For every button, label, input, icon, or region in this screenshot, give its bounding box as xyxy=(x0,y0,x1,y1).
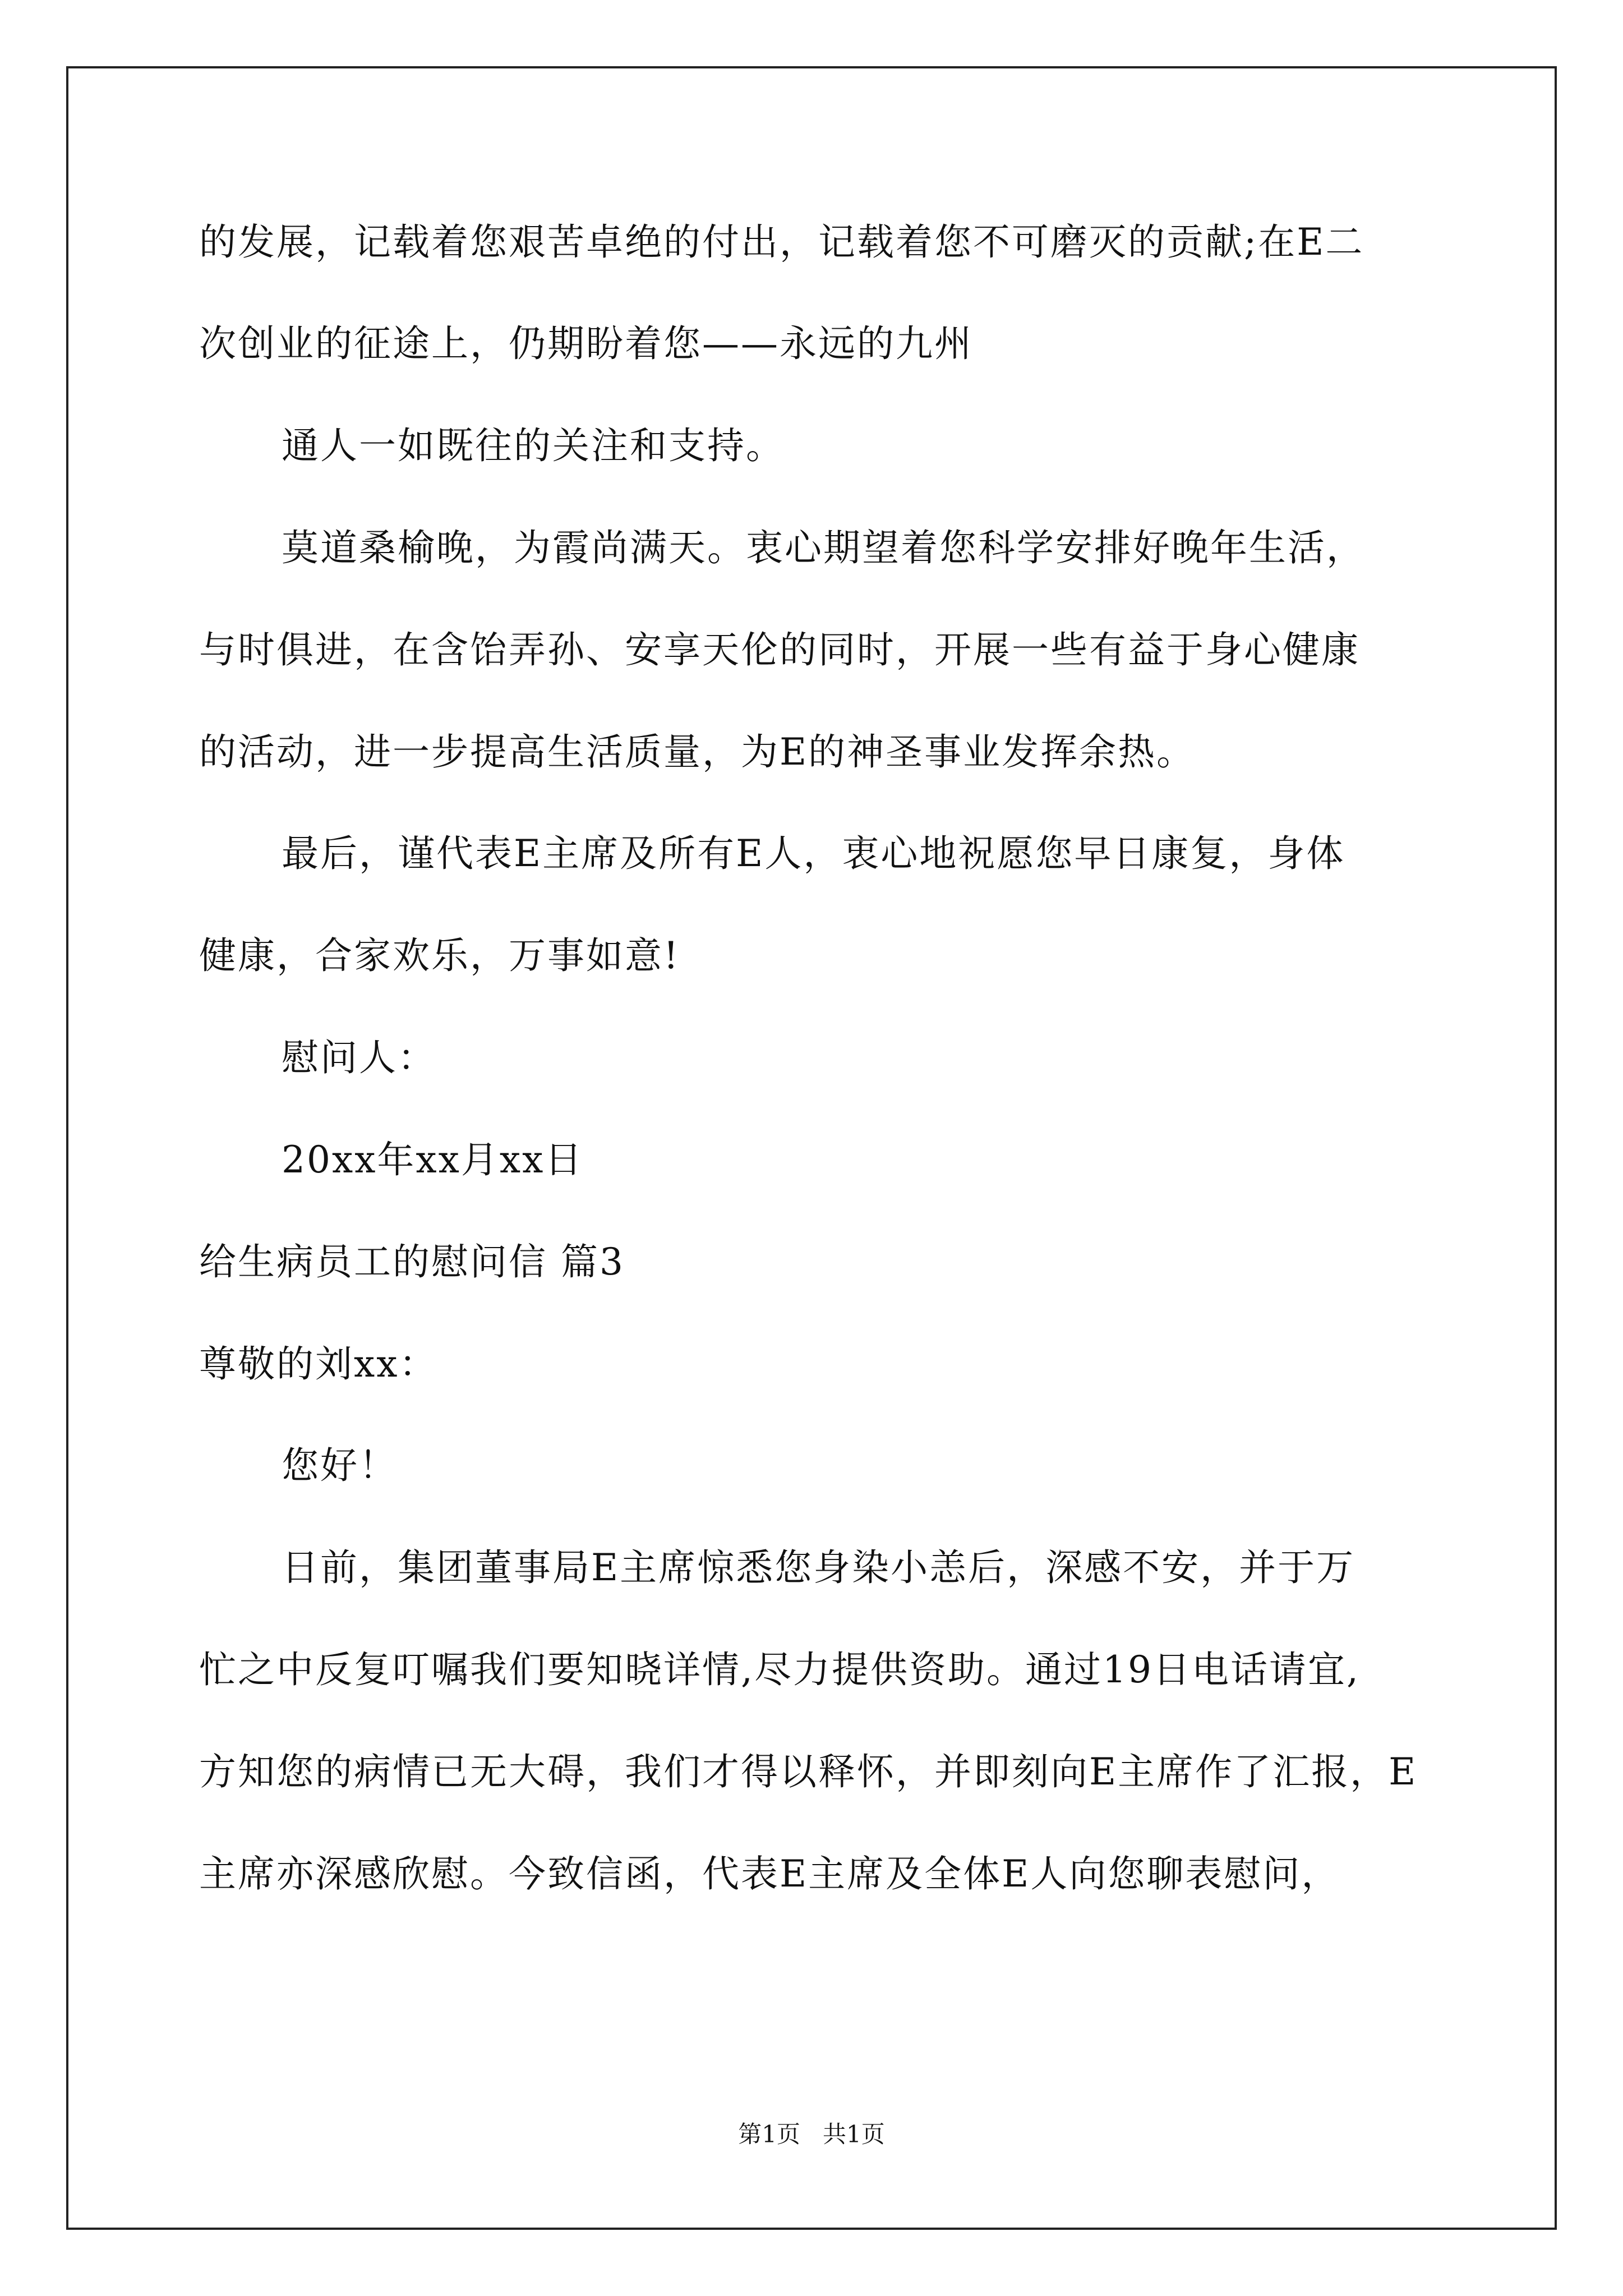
greeting: 您好！ xyxy=(282,1444,398,1487)
text-line: 莫道桑榆晚，为霞尚满天。衷心期望着您科学安排好晚年生活， xyxy=(282,526,1365,569)
text-line: 的发展，记载着您艰苦卓绝的付出，记载着您不可磨灭的贡献;在E二 xyxy=(199,220,1364,264)
date-line: 20xx年xx月xx日 xyxy=(282,1138,584,1181)
text-line: 慰问人： xyxy=(282,1036,436,1079)
page-footer xyxy=(0,2120,1623,2148)
text-line: 最后，谨代表E主席及所有E人，衷心地祝愿您早日康复，身体 xyxy=(282,832,1345,875)
text-line: 方知您的病情已无大碍，我们才得以释怀，并即刻向E主席作了汇报，E xyxy=(199,1750,1418,1793)
text-line: 次创业的征途上，仍期盼着您——永远的九州 xyxy=(199,322,973,365)
text-line: 与时俱进，在含饴弄孙、安享天伦的同时，开展一些有益于身心健康 xyxy=(199,628,1360,671)
text-line: 忙之中反复叮嘱我们要知晓详情,尽力提供资助。通过19日电话请宜, xyxy=(199,1648,1360,1691)
salutation: 尊敬的刘xx： xyxy=(199,1342,438,1386)
page-number: 第1页 xyxy=(738,2120,800,2148)
text-line: 健康，合家欢乐，万事如意! xyxy=(199,934,680,977)
text-line: 日前，集团董事局E主席惊悉您身染小恙后，深感不安，并于万 xyxy=(282,1546,1355,1589)
page-total: 共1页 xyxy=(823,2120,885,2148)
text-line: 通人一如既往的关注和支持。 xyxy=(282,424,785,467)
section-heading: 给生病员工的慰问信 篇3 xyxy=(199,1240,625,1283)
text-line: 主席亦深感欣慰。今致信函，代表E主席及全体E人向您聊表慰问， xyxy=(199,1852,1340,1895)
text-line: 的活动，进一步提高生活质量，为E的神圣事业发挥余热。 xyxy=(199,730,1196,774)
